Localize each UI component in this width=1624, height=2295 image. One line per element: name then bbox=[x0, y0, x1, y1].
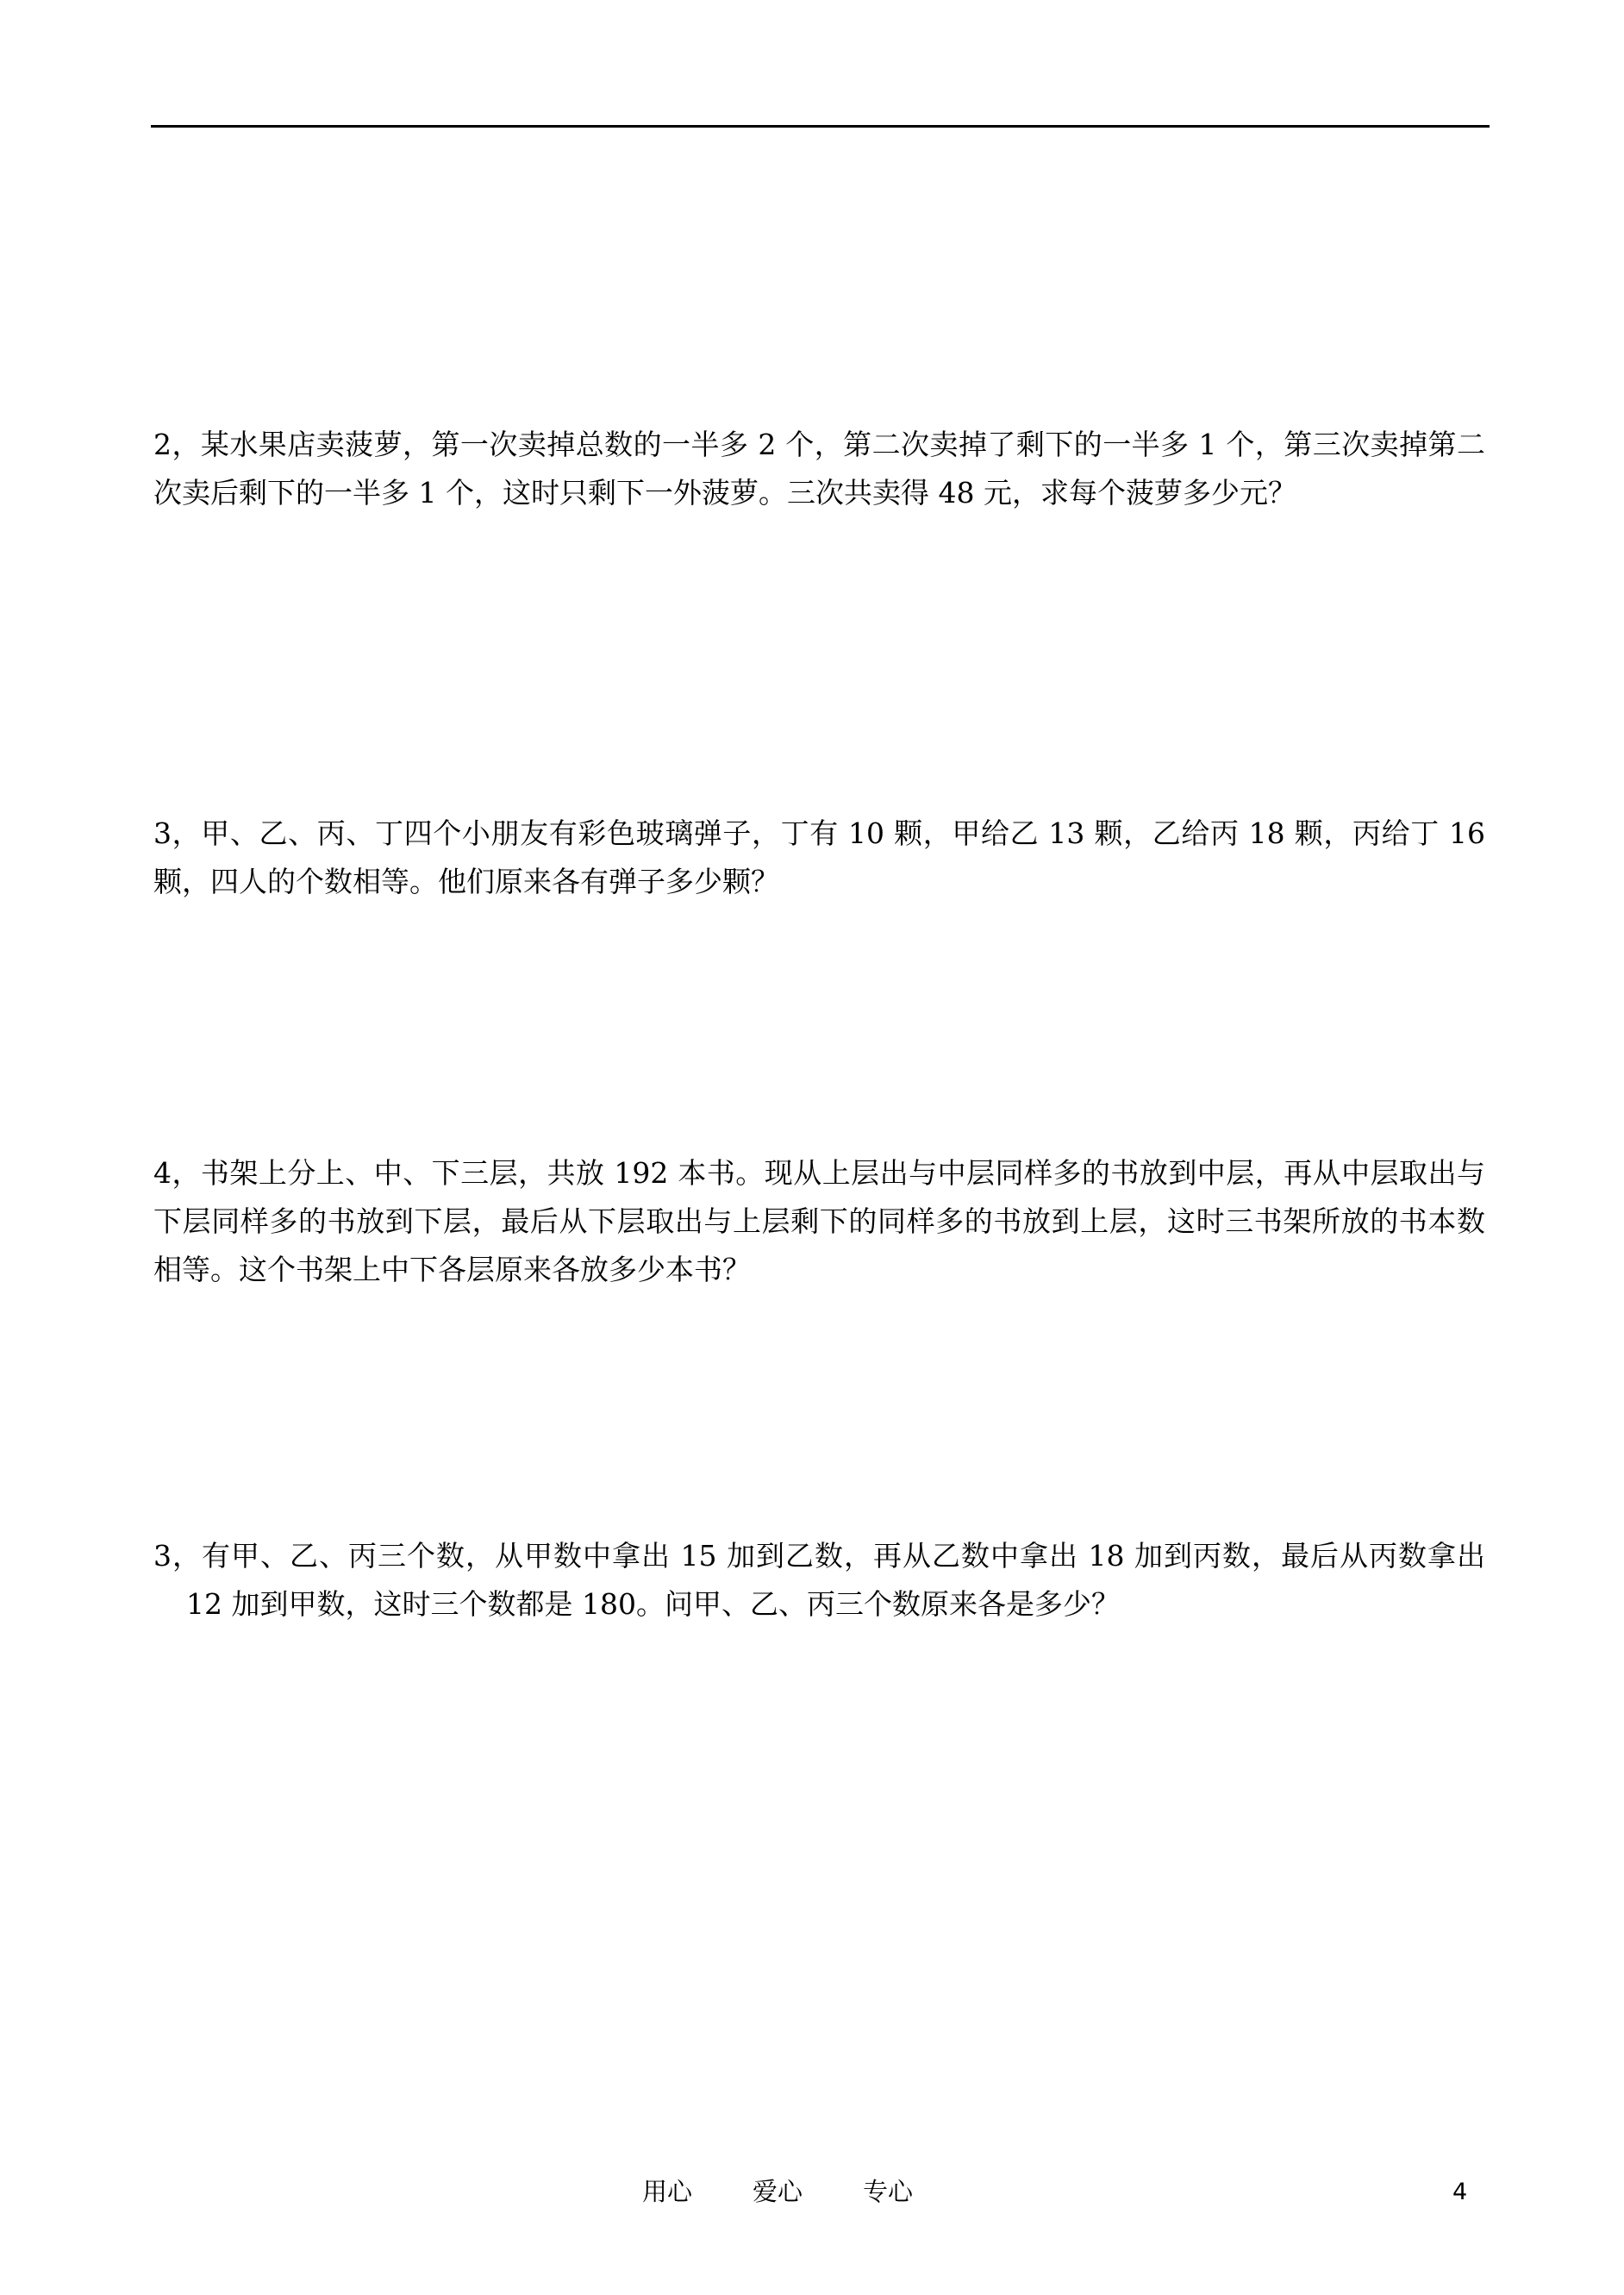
footer-motto-3: 专心 bbox=[863, 2177, 914, 2206]
footer-motto-2: 爱心 bbox=[753, 2177, 803, 2206]
problem-3-three-numbers: 3，有甲、乙、丙三个数，从甲数中拿出 15 加到乙数，再从乙数中拿出 18 加到丙数，最后从丙数拿出 12 加到甲数，这时三个数都是 180。问甲、乙、丙三个数原来各是多少？ bbox=[153, 1539, 1485, 1621]
header-rule bbox=[151, 125, 1490, 128]
problem-3-marbles: 3，甲、乙、丙、丁四个小朋友有彩色玻璃弹子，丁有 10 颗，甲给乙 13 颗，乙给丙 18 颗，丙给丁 16 颗，四人的个数相等。他们原来各有弹子多少颗？ bbox=[153, 816, 1485, 898]
problem-2-pineapple: 2，某水果店卖菠萝，第一次卖掉总数的一半多 2 个，第二次卖掉了剩下的一半多 1 个，第三次卖掉第二次卖后剩下的一半多 1 个，这时只剩下一外菠萝。三次共卖得 48 元，求每个菠萝多少元？ bbox=[153, 428, 1485, 510]
footer-motto-1: 用心 bbox=[642, 2177, 693, 2206]
problem-4-bookshelf: 4，书架上分上、中、下三层，共放 192 本书。现从上层出与中层同样多的书放到中层，再从中层取出与下层同样多的书放到下层，最后从下层取出与上层剩下的同样多的书放到上层，这时三书架所放的书本数相等。这个书架上中下各层原来各放多少本书？ bbox=[153, 1156, 1485, 1286]
page-number: 4 bbox=[1452, 2179, 1468, 2205]
footer-motto bbox=[642, 2176, 913, 2207]
